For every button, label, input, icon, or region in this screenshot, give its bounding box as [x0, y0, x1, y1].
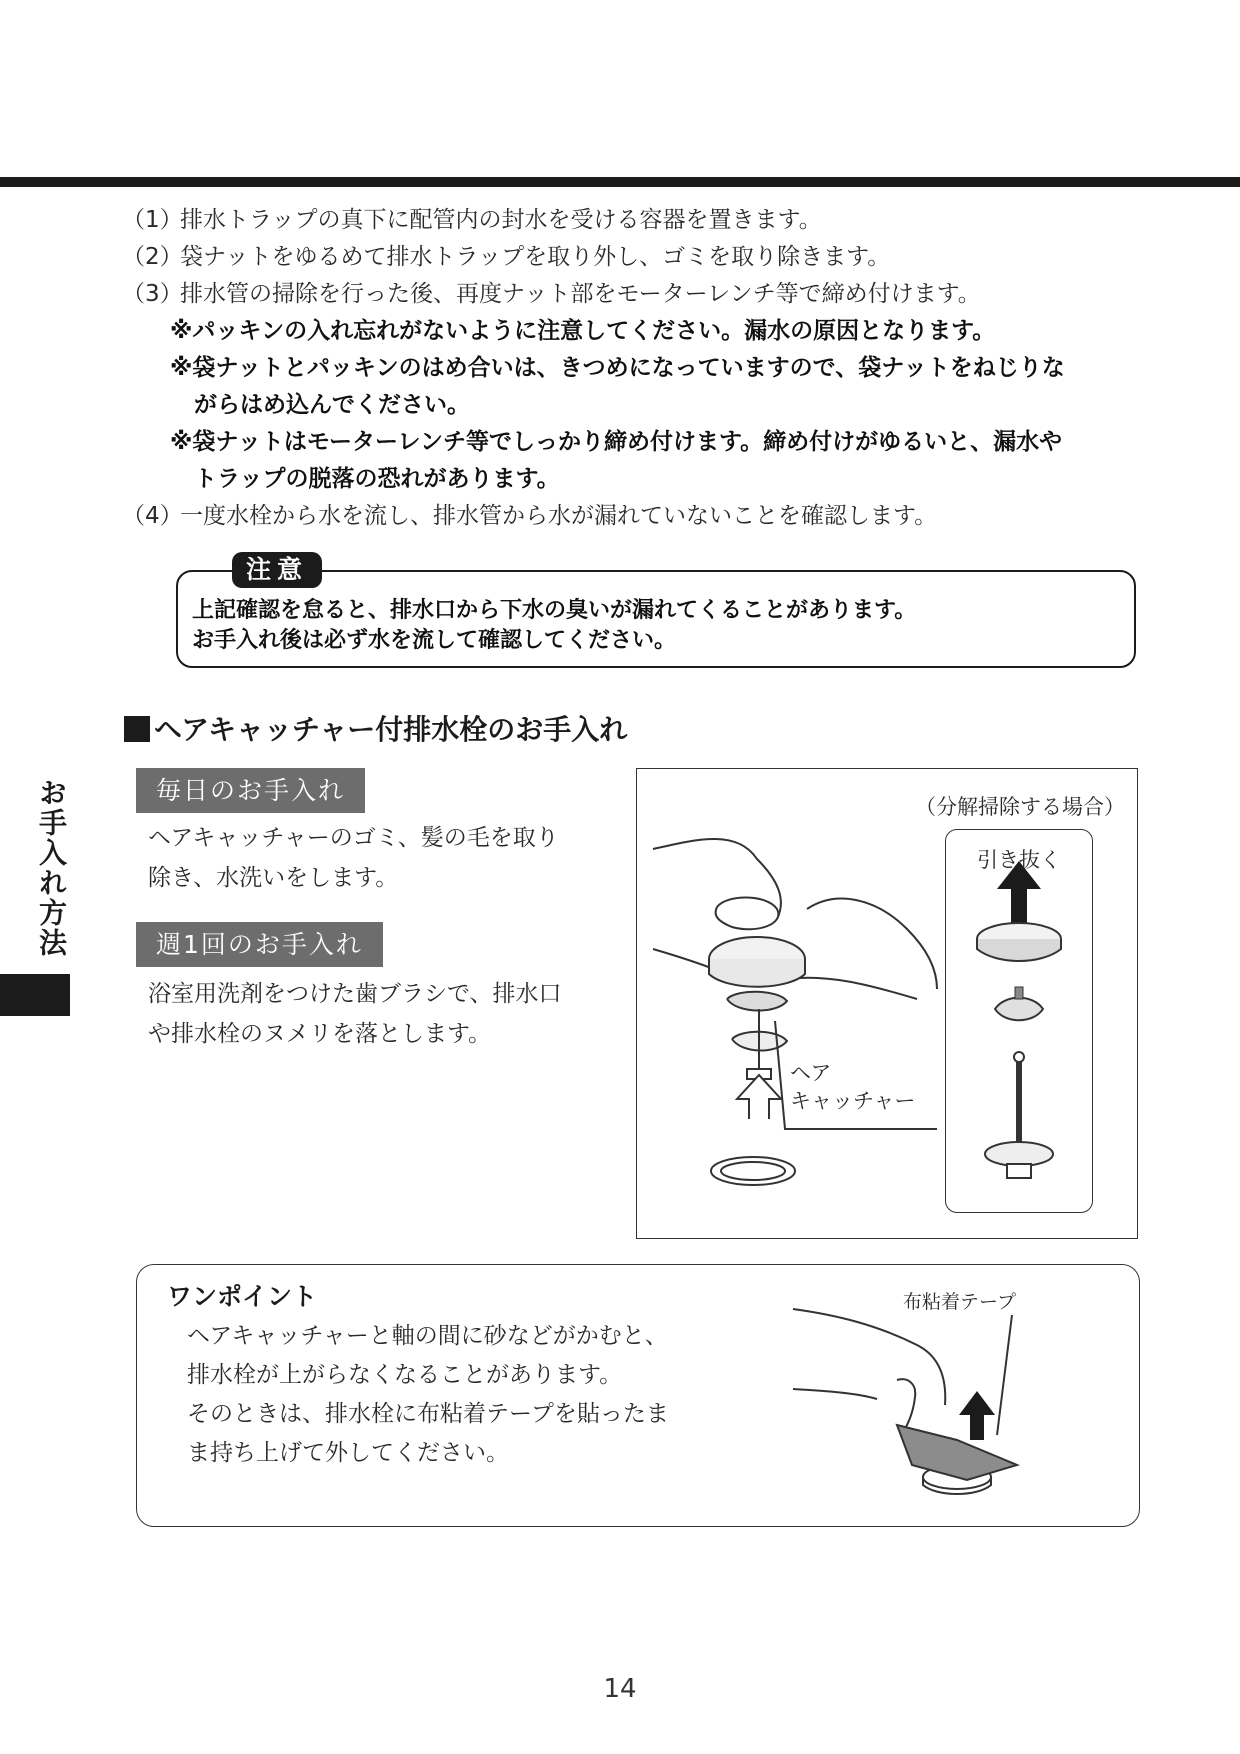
- one-point-text: ヘアキャッチャーと軸の間に砂などがかむと、 排水栓が上がらなくなることがあります。 そのときは、排水栓に布粘着テープを貼ったま ま持ち上げて外してください。: [187, 1323, 669, 1466]
- weekly-care-text: 浴室用洗剤をつけた歯ブラシで、排水口 や排水栓のヌメリを落とします。: [148, 981, 562, 1047]
- square-bullet-icon: [124, 716, 150, 742]
- section-heading: ヘアキャッチャー付排水栓のお手入れ: [124, 708, 627, 748]
- side-tab-label: お手入れ方法: [35, 778, 68, 958]
- weekly-care-label: 週1回のお手入れ: [136, 922, 383, 967]
- one-point-title: ワンポイント: [167, 1282, 318, 1311]
- page-number: 14: [603, 1674, 637, 1704]
- hair-catcher-callout: ヘア キャッチャー: [790, 1061, 916, 1113]
- step-2: （2）袋ナットをゆるめて排水トラップを取り外し、ゴミを取り除きます。: [122, 244, 891, 270]
- note-packing: ※パッキンの入れ忘れがないように注意してください。漏水の原因となります。: [170, 318, 996, 344]
- daily-care-text: ヘアキャッチャーのゴミ、髪の毛を取り 除き、水洗いをします。: [148, 825, 559, 891]
- step-4: （4）一度水栓から水を流し、排水管から水が漏れていないことを確認します。: [122, 503, 938, 529]
- caution-text: 上記確認を怠ると、排水口から下水の臭いが漏れてくることがあります。 お手入れ後は必ず水を流して確認してください。: [192, 598, 917, 653]
- caution-box: [176, 555, 1136, 668]
- side-tab-marker: [0, 974, 70, 1016]
- step-3-notes: [170, 313, 1152, 498]
- note-tightening: ※袋ナットはモーターレンチ等でしっかり締め付けます。締め付けがゆるいと、漏水や トラップの脱落の恐れがあります。: [170, 429, 1063, 492]
- disassembly-panel: [945, 829, 1093, 1213]
- one-point-box: [136, 1264, 1140, 1527]
- top-rule: [0, 177, 1240, 187]
- daily-care-label: 毎日のお手入れ: [136, 768, 365, 813]
- note-fitting: ※袋ナットとパッキンのはめ合いは、きつめになっていますので、袋ナットをねじりな がらはめ込んでください。: [170, 355, 1065, 418]
- step-3: （3）排水管の掃除を行った後、再度ナット部をモーターレンチ等で締め付けます。: [122, 281, 981, 307]
- figure-caption: （分解掃除する場合）: [915, 795, 1125, 819]
- disassembly-figure: [636, 768, 1138, 1239]
- procedure-steps: [122, 202, 1152, 535]
- pull-out-label: 引き抜く: [977, 848, 1061, 872]
- cloth-tape-label: 布粘着テープ: [903, 1291, 1017, 1313]
- caution-badge: 注意: [232, 552, 322, 588]
- step-1: （1）排水トラップの真下に配管内の封水を受ける容器を置きます。: [122, 207, 822, 233]
- side-tab: [30, 778, 72, 958]
